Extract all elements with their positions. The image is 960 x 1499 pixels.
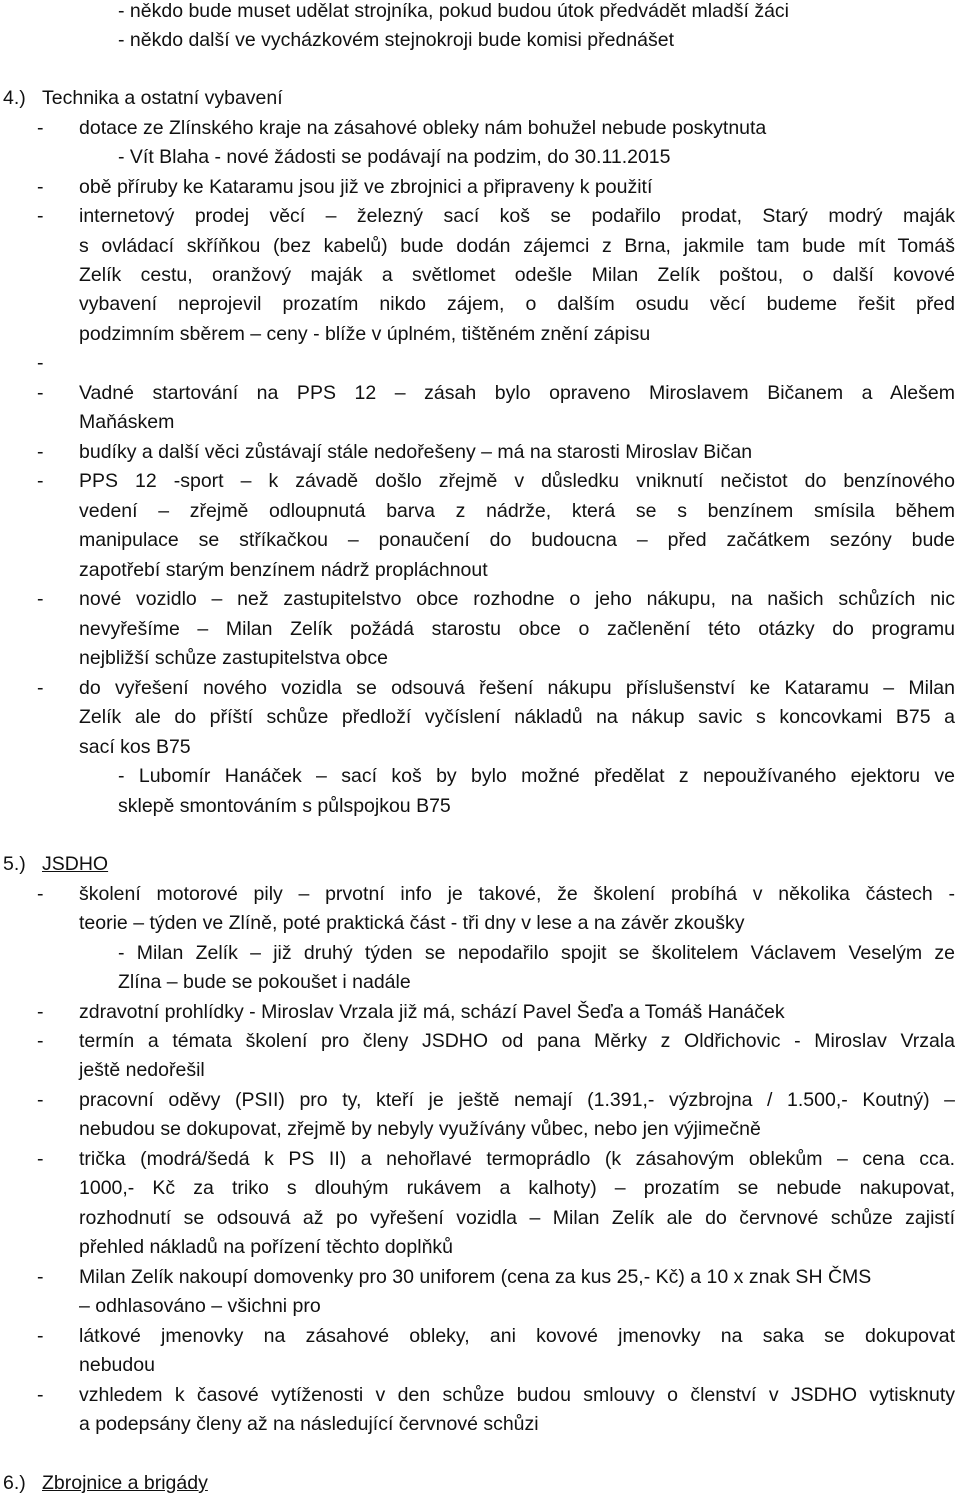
list-item: internetový prodej věcí – železný sací koš se podařilo prodat, Starý modrý maják [79,205,955,227]
list-item: PPS 12 -sport – k závadě došlo zřejmě v důsledku vniknutí nečistot do benzínového [79,470,955,492]
list-item: - Lubomír Hanáček – sací koš by bylo možné předělat z nepoužívaného ejektoru ve [118,765,955,787]
list-item: Vadné startování na PPS 12 – zásah bylo opraveno Miroslavem Bičanem a Alešem [79,382,955,404]
bullet-dash: - [37,1266,44,1288]
list-item: sklepě smontováním s půlspojkou B75 [118,795,451,817]
section-title: Technika a ostatní vybavení [42,87,283,109]
bullet-dash: - [37,1384,44,1406]
section-title: JSDHO [42,853,109,875]
list-item: pracovní oděvy (PSII) pro ty, kteří je ještě nemají (1.391,- výzbrojna / 1.500,- Koutný) – [79,1089,955,1111]
list-item: - Milan Zelík – již druhý týden se nepodařilo spojit se školitelem Václavem Veselým ze [118,942,955,964]
bullet-dash: - [37,1001,44,1023]
bullet-dash: - [37,176,44,198]
list-item: obě příruby ke Kataramu jsou již ve zbrojnici a připraveny k použití [79,176,653,198]
list-item: ještě nedořešil [79,1059,205,1081]
list-item: budíky a další věci zůstávají stále nedořešeny – má na starosti Miroslav Bičan [79,441,753,463]
bullet-dash: - [37,205,44,227]
list-item: trička (modrá/šedá k PS II) a nehořlavé termoprádlo (k zásahovým oblekům – cena cca. [79,1148,955,1170]
section-title: Zbrojnice a brigády [42,1472,208,1494]
list-item: Zelík ale do příští schůze předloží vyčíslení nákladů na nákup savic s koncovkami B75 a [79,706,955,728]
list-item: nejbližší schůze zastupitelstva obce [79,647,388,669]
list-item: Zlína – bude se pokoušet i nadále [118,971,411,993]
list-item: nebudou se dokupovat, zřejmě by nebyly využívány vůbec, nebo jen výjimečně [79,1118,761,1140]
bullet-dash: - [37,352,44,374]
section-number: 5.) [3,853,26,875]
list-item: zdravotní prohlídky - Miroslav Vrzala již má, schází Pavel Šeďa a Tomáš Hanáček [79,1001,785,1023]
bullet-dash: - [37,441,44,463]
list-item: dotace ze Zlínského kraje na zásahové obleky nám bohužel nebude poskytnuta [79,117,767,139]
list-item: 1000,- Kč za triko s dlouhým rukávem a kalhoty) – prozatím se nebude nakupovat, [79,1177,955,1199]
list-item: s ovládací skříňkou (bez kabelů) bude dodán zájemci z Brna, jakmile tam bude mít Tomáš [79,235,955,257]
list-item: vedení – zřejmě odloupnutá barva z nádrže, která se s benzínem smísila během [79,500,955,522]
section-number: 4.) [3,87,26,109]
list-item: podzimním sběrem – ceny - blíže v úplném, tištěném znění zápisu [79,323,651,345]
list-item: sací kos B75 [79,736,191,758]
bullet-dash: - [37,1148,44,1170]
bullet-dash: - [37,1089,44,1111]
bullet-dash: - [37,1030,44,1052]
bullet-dash: - [37,117,44,139]
list-item: zapotřebí starým benzínem nádrž propláchnout [79,559,488,581]
list-item: Milan Zelík nakoupí domovenky pro 30 uniforem (cena za kus 25,- Kč) a 10 x znak SH ČMS [79,1266,872,1288]
list-item: termín a témata školení pro členy JSDHO od pana Měrky z Oldřichovic - Miroslav Vrzala [79,1030,955,1052]
list-item: látkové jmenovky na zásahové obleky, ani kovové jmenovky na saka se dokupovat [79,1325,955,1347]
list-item: vybavení neprojevil prozatím nikdo zájem, o dalším osudu věcí budeme řešit před [79,293,955,315]
bullet-dash: - [37,677,44,699]
bullet-dash: - [37,883,44,905]
intro-line: - někdo další ve vycházkovém stejnokroji bude komisi přednášet [118,29,675,51]
bullet-dash: - [37,470,44,492]
list-item: teorie – týden ve Zlíně, poté praktická část - tři dny v lese a na závěr zkoušky [79,912,745,934]
list-item: přehled nákladů na pořízení těchto doplňků [79,1236,454,1258]
list-item: školení motorové pily – prvotní info je takové, že školení probíhá v několika částech - [79,883,955,905]
list-item: nové vozidlo – než zastupitelstvo obce rozhodne o jeho nákupu, na našich schůzích nic [79,588,955,610]
list-item: rozhodnutí se odsouvá až po vyřešení vozidla – Milan Zelík ale do červnové schůze zajistí [79,1207,955,1229]
list-item: Zelík cestu, oranžový maják a světlomet odešle Milan Zelík poštou, o další kovové [79,264,955,286]
intro-line: - někdo bude muset udělat strojníka, pokud budou útok předvádět mladší žáci [118,0,789,22]
list-item: nebudou [79,1354,155,1376]
bullet-dash: - [37,588,44,610]
bullet-dash: - [37,382,44,404]
list-item: Maňáskem [79,411,175,433]
bullet-dash: - [37,1325,44,1347]
list-item: - Vít Blaha - nové žádosti se podávají na podzim, do 30.11.2015 [118,146,671,168]
list-item: nevyřešíme – Milan Zelík požádá starostu obce o začlenění této otázky do programu [79,618,955,640]
list-item: vzhledem k časové vytíženosti v den schůze budou smlouvy o členství v JSDHO vytisknuty [79,1384,955,1406]
list-item: a podepsány členy až na následující červnové schůzi [79,1413,539,1435]
list-item: manipulace se stříkačkou – ponaučení do budoucna – před začátkem sezóny bude [79,529,955,551]
section-number: 6.) [3,1472,26,1494]
list-item: do vyřešení nového vozidla se odsouvá řešení nákupu příslušenství ke Kataramu – Milan [79,677,955,699]
list-item: – odhlasováno – všichni pro [79,1295,321,1317]
